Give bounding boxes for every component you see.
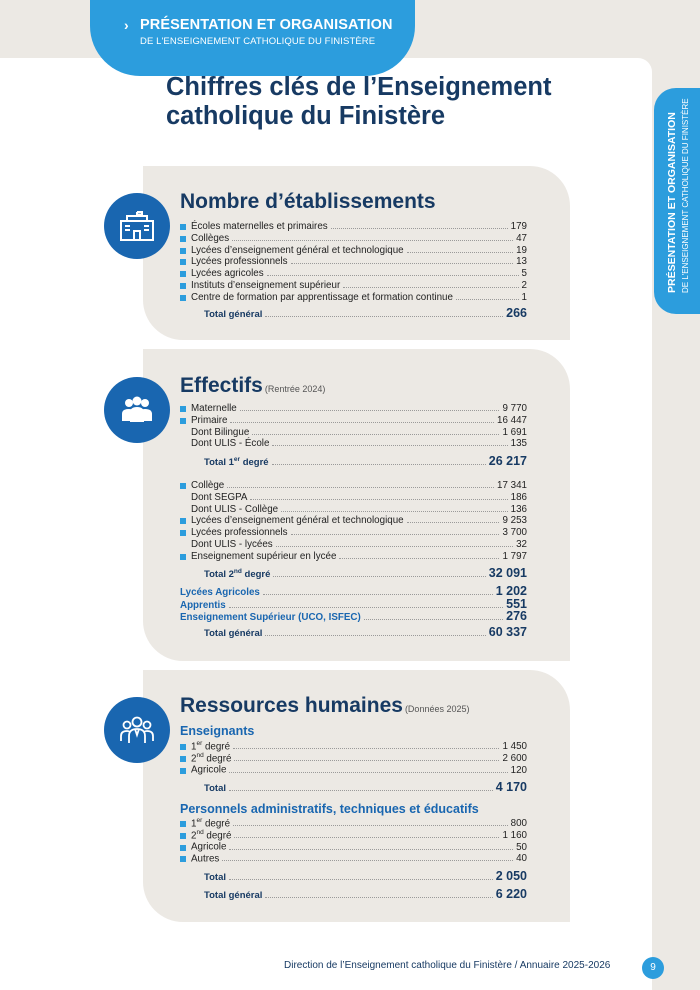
item-label: Primaire	[191, 414, 228, 426]
ressources-title-line	[180, 694, 469, 718]
header-title: PRÉSENTATION ET ORGANISATION	[140, 17, 393, 33]
item-value: 17 341	[497, 480, 527, 491]
personnels-heading: Personnels administratifs, techniques et éducatifs	[180, 802, 479, 816]
leader-dots	[265, 635, 485, 636]
item-label: Lycées professionnels	[191, 256, 288, 268]
leader-dots	[267, 275, 519, 276]
enseignant-row	[180, 740, 527, 752]
item-value: 800	[510, 818, 527, 829]
item-value: 19	[516, 244, 527, 256]
etablissements-title: Nombre d’établissements	[180, 190, 436, 213]
item-label: Lycées agricoles	[191, 268, 264, 280]
item-label: Lycées professionnels	[191, 527, 288, 539]
bullet-square-icon	[180, 283, 186, 289]
total-label: Total général	[204, 628, 263, 639]
chevron-right-icon: ›	[124, 17, 129, 33]
effectifs-note: (Rentrée 2024)	[264, 384, 326, 394]
item-value: 551	[506, 596, 527, 611]
enseignant-row	[180, 764, 527, 776]
item-label: Autres	[191, 853, 220, 865]
item-label: 1er degré	[191, 816, 231, 829]
etablissements-panel	[143, 166, 570, 340]
enseignant-row	[180, 752, 527, 764]
bullet-square-icon	[180, 530, 186, 536]
leader-dots	[272, 464, 486, 465]
effectif-extra-row	[180, 585, 527, 598]
total-value: 4 170	[495, 780, 527, 794]
item-value: 186	[510, 491, 527, 503]
item-value: 16 447	[497, 414, 527, 426]
effectif-row	[180, 414, 527, 426]
effectif-row	[180, 479, 527, 491]
item-value: 1	[521, 291, 527, 303]
personnel-row	[180, 829, 527, 841]
item-value: 13	[516, 256, 527, 268]
page-title-line1: Chiffres clés de l’Enseignement	[166, 73, 552, 101]
effectif-row	[180, 437, 527, 449]
leader-dots	[222, 860, 513, 861]
total-value: 32 091	[488, 566, 527, 580]
item-label: 2nd degré	[191, 751, 232, 764]
effectifs-grand-total-row	[204, 625, 527, 639]
total-label: Total général	[204, 309, 263, 320]
leader-dots	[263, 594, 493, 595]
personnel-row	[180, 817, 527, 829]
item-value: 1 202	[495, 584, 527, 598]
bullet-square-icon	[180, 224, 186, 230]
leader-dots	[339, 558, 499, 559]
total-label: Total 1er degré	[204, 455, 269, 468]
item-value: 179	[510, 221, 527, 232]
item-label: 1er degré	[191, 739, 231, 752]
item-label: 2nd degré	[191, 828, 232, 841]
total-primary-row	[204, 454, 527, 468]
leader-dots	[233, 748, 499, 749]
item-label: Dont ULIS - École	[191, 438, 270, 450]
personnel-row	[180, 852, 527, 864]
students-group-icon	[104, 377, 170, 443]
total-label: Total	[204, 783, 226, 794]
effectif-row	[180, 514, 527, 526]
total-value: 26 217	[488, 454, 527, 468]
bullet-square-icon	[180, 406, 186, 412]
leader-dots	[252, 434, 499, 435]
leader-dots	[229, 879, 493, 880]
item-value: 9 253	[502, 515, 527, 527]
etablissement-row	[180, 232, 527, 244]
leader-dots	[272, 445, 507, 446]
leader-dots	[229, 607, 503, 608]
page-title	[166, 73, 626, 131]
bullet-square-icon	[180, 554, 186, 560]
effectif-row	[180, 426, 527, 438]
item-label: Agricole	[191, 764, 227, 776]
effectifs-title: Effectifs	[180, 374, 263, 397]
enseignants-heading: Enseignants	[180, 724, 255, 738]
bullet-square-icon	[180, 821, 186, 827]
item-value: 47	[516, 232, 527, 244]
bullet-square-icon	[180, 418, 186, 424]
item-value: 276	[506, 609, 527, 623]
bullet-square-icon	[180, 845, 186, 851]
school-building-icon-svg	[117, 206, 157, 246]
total-secondary-row	[204, 566, 527, 580]
item-label: Collèges	[191, 232, 230, 244]
item-label: Instituts d’enseignement supérieur	[191, 280, 341, 291]
total-label: Total	[204, 872, 226, 883]
leader-dots	[230, 422, 494, 423]
etablissement-row	[180, 279, 527, 291]
item-label: Écoles maternelles et primaires	[191, 221, 328, 232]
item-label: Dont ULIS - lycées	[191, 539, 273, 550]
bullet-square-icon	[180, 518, 186, 524]
leader-dots	[291, 534, 500, 535]
school-building-icon	[104, 193, 170, 259]
item-label: Maternelle	[191, 403, 237, 414]
item-value: 2 600	[502, 752, 527, 764]
total-value: 6 220	[495, 887, 527, 901]
item-label: Enseignement supérieur en lycée	[191, 550, 337, 562]
leader-dots	[227, 487, 494, 488]
bullet-square-icon	[180, 271, 186, 277]
item-value: 1 691	[502, 426, 527, 438]
etablissement-row	[180, 267, 527, 279]
item-label: Dont SEGPA	[191, 491, 248, 503]
ressources-note: (Données 2025)	[404, 704, 470, 714]
team-people-icon-svg	[117, 710, 157, 750]
leader-dots	[291, 263, 514, 264]
item-label: Enseignement Supérieur (UCO, ISFEC)	[180, 612, 361, 623]
leader-dots	[265, 897, 492, 898]
leader-dots	[364, 619, 503, 620]
bullet-square-icon	[180, 236, 186, 242]
total-value: 60 337	[488, 625, 527, 639]
item-value: 136	[510, 503, 527, 515]
item-label: Lycées Agricoles	[180, 587, 260, 598]
effectif-row	[180, 491, 527, 503]
item-value: 1 797	[502, 550, 527, 562]
page-number: 9	[642, 957, 664, 979]
effectif-row	[180, 503, 527, 515]
leader-dots	[229, 849, 513, 850]
item-value: 120	[510, 764, 527, 776]
item-label: Agricole	[191, 841, 227, 853]
side-section-tab	[654, 88, 700, 314]
leader-dots	[276, 546, 513, 547]
item-value: 3 700	[502, 527, 527, 539]
effectifs-panel	[143, 349, 570, 661]
etablissements-total-row	[204, 306, 527, 320]
leader-dots	[234, 760, 499, 761]
students-group-icon-svg	[117, 390, 157, 430]
item-label: Dont ULIS - Collège	[191, 503, 279, 515]
personnel-row	[180, 841, 527, 853]
leader-dots	[234, 837, 499, 838]
bullet-square-icon	[180, 856, 186, 862]
item-value: 40	[516, 853, 527, 865]
item-label: Centre de formation par apprentissage et formation continue	[191, 291, 453, 303]
bullet-square-icon	[180, 483, 186, 489]
effectif-row	[180, 526, 527, 538]
side-tab-text	[660, 67, 700, 293]
leader-dots	[456, 299, 519, 300]
effectif-extra-row	[180, 598, 527, 611]
ressources-title: Ressources humaines	[180, 694, 403, 717]
total-value: 2 050	[495, 869, 527, 883]
item-label: Dont Bilingue	[191, 426, 250, 438]
leader-dots	[229, 772, 507, 773]
bullet-square-icon	[180, 756, 186, 762]
item-value: 2	[521, 280, 527, 291]
leader-dots	[240, 410, 500, 411]
item-label: Lycées d’enseignement général et technologique	[191, 244, 404, 256]
leader-dots	[407, 252, 513, 253]
footer-text: Direction de l’Enseignement catholique du Finistère / Annuaire 2025-2026	[284, 960, 611, 971]
page-title-line2: catholique du Finistère	[166, 102, 446, 130]
effectif-row	[180, 550, 527, 562]
personnels-total-row	[204, 869, 527, 883]
leader-dots	[265, 316, 503, 317]
item-value: 50	[516, 841, 527, 853]
bullet-square-icon	[180, 768, 186, 774]
item-value: 135	[510, 438, 527, 450]
effectif-extra-row	[180, 610, 527, 623]
item-label: Lycées d’enseignement général et technologique	[191, 515, 404, 527]
side-tab-title: PRÉSENTATION ET ORGANISATION	[666, 112, 678, 293]
leader-dots	[233, 825, 508, 826]
total-value: 266	[506, 306, 527, 320]
ressources-grand-total-row	[204, 887, 527, 901]
item-value: 1 450	[502, 741, 527, 752]
item-label: Apprentis	[180, 599, 226, 611]
section-header-tab	[90, 0, 415, 76]
bullet-square-icon	[180, 295, 186, 301]
side-tab-subtitle: DE L'ENSEIGNEMENT CATHOLIQUE DU FINISTÈRE	[681, 98, 690, 293]
total-label: Total 2nd degré	[204, 567, 271, 580]
item-value: 32	[516, 539, 527, 550]
leader-dots	[407, 522, 500, 523]
etablissement-row	[180, 220, 527, 232]
item-value: 1 160	[502, 829, 527, 841]
effectif-row	[180, 402, 527, 414]
team-people-icon	[104, 697, 170, 763]
leader-dots	[232, 240, 513, 241]
etablissement-row	[180, 244, 527, 256]
bullet-square-icon	[180, 833, 186, 839]
bullet-square-icon	[180, 259, 186, 265]
bullet-square-icon	[180, 248, 186, 254]
ressources-panel	[143, 670, 570, 922]
leader-dots	[273, 576, 485, 577]
item-label: Collège	[191, 480, 225, 491]
leader-dots	[250, 499, 507, 500]
header-subtitle: DE L'ENSEIGNEMENT CATHOLIQUE DU FINISTÈRE	[140, 36, 376, 47]
item-value: 5	[521, 268, 527, 280]
item-value: 9 770	[502, 403, 527, 414]
leader-dots	[331, 228, 508, 229]
etablissement-row	[180, 291, 527, 303]
leader-dots	[343, 287, 518, 288]
effectifs-title-line	[180, 374, 325, 398]
leader-dots	[281, 511, 508, 512]
bullet-square-icon	[180, 744, 186, 750]
total-label: Total général	[204, 890, 263, 901]
leader-dots	[229, 790, 493, 791]
effectif-row	[180, 538, 527, 550]
etablissement-row	[180, 255, 527, 267]
enseignants-total-row	[204, 780, 527, 794]
